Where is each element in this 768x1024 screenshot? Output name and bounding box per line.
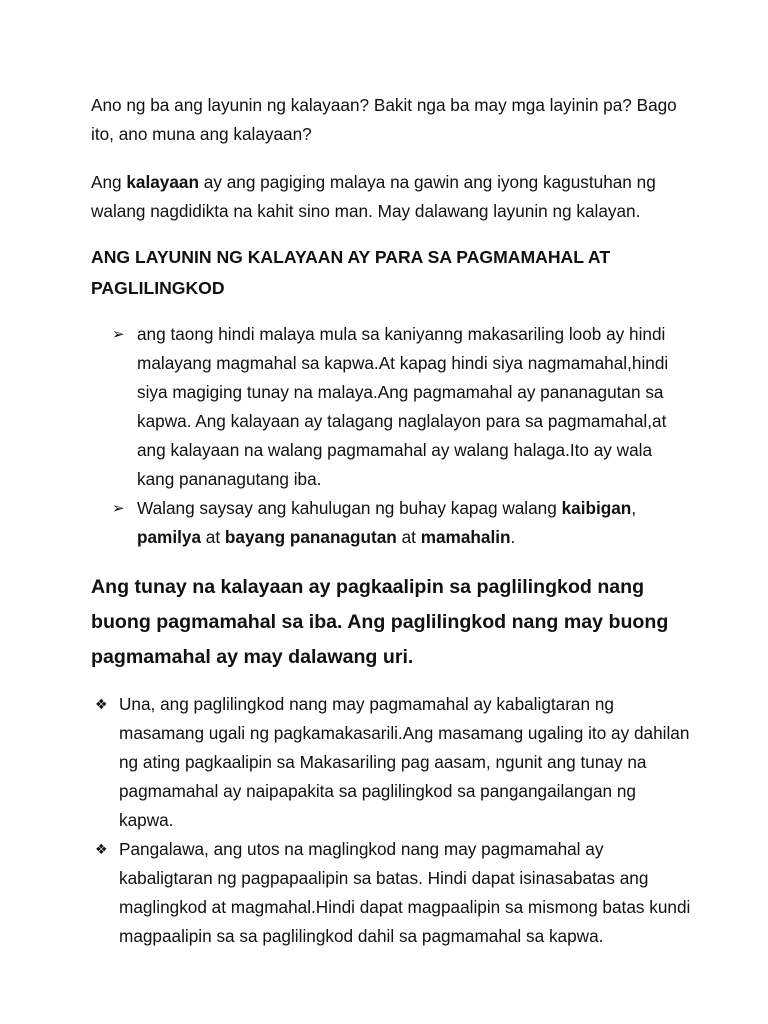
definition-prefix: Ang <box>91 172 127 192</box>
list-item-text: ang taong hindi malaya mula sa kaniyanng makasariling loob ay hindi malayang magmahal sa kapwa.At kapag hindi siya nagmamahal,hindi siya magiging tunay na malaya.Ang pagmamahal ay pananagutan sa kapwa. Ang kalayaan ay talagang naglalayon para sa pagmamahal,at ang kalayaan na walang pagmamahal ay walang halaga.Ito ay wala kang pananagutang iba. <box>137 324 669 489</box>
arrow-bullet-icon: ➢ <box>112 500 125 517</box>
text-run: Walang saysay ang kahulugan ng buhay kapag walang <box>137 498 562 518</box>
bold-bayang-pananagutan: bayang pananagutan <box>224 527 397 547</box>
list-item-text: Pangalawa, ang utos na maglingkod nang may pagmamahal ay kabaligtaran ng pagpapaalipin sa batas. Hindi dapat isinasabatas ang maglingkod at magmahal.Hindi dapat magpaalipin sa mismong batas kundi magpaalipin sa sa paglilingkod dahil sa pagmamahal sa kapwa. <box>119 839 691 946</box>
text-run: at <box>201 527 225 547</box>
definition-term: kalayaan <box>126 172 199 192</box>
list-item-text: Una, ang paglilingkod nang may pagmamahal ay kabaligtaran ng masamang ugali ng pagkamakasarili.Ang masamang ugaling ito ay dahilan ng ating pagkaalipin sa Makasariling pag aasam, ngunit ang tunay na pagmamahal ay naipapakita sa paglilingkod sa pangangailangan ng kapwa. <box>119 694 690 830</box>
bold-pamilya: pamilya <box>137 527 202 547</box>
kalayaan-definition <box>91 168 691 226</box>
section1-list <box>91 320 691 552</box>
diamond-bullet-icon: ❖ <box>95 841 108 857</box>
text-run: at <box>396 527 421 547</box>
list-item <box>91 320 691 494</box>
arrow-bullet-icon: ➢ <box>112 326 125 343</box>
text-run: , <box>631 498 637 518</box>
document-page <box>91 91 691 951</box>
bold-kaibigan: kaibigan <box>561 498 632 518</box>
list-item <box>91 494 691 552</box>
text-run: . <box>510 527 516 547</box>
intro-questions: Ano ng ba ang layunin ng kalayaan? Bakit nga ba may mga layinin pa? Bago ito, ano muna ang kalayaan? <box>91 95 677 144</box>
definition-text: ay ang pagiging malaya na gawin ang iyong kagustuhan ng walang nagdidikta na kahit sino man. May dalawang layunin ng kalayan. <box>91 172 656 221</box>
section2-heading: Ang tunay na kalayaan ay pagkaalipin sa paglilingkod nang buong pagmamahal sa iba. Ang paglilingkod nang may buong pagmamahal ay may dalawang uri. <box>91 576 669 668</box>
section1-heading: ANG LAYUNIN NG KALAYAAN AY PARA SA PAGMAMAHAL AT PAGLILINGKOD <box>91 247 611 298</box>
bold-mamahalin: mamahalin <box>420 527 511 547</box>
list-item-text <box>137 498 636 547</box>
diamond-bullet-icon: ❖ <box>95 696 108 712</box>
list-item <box>91 690 691 835</box>
section2-list <box>91 690 691 951</box>
list-item <box>91 835 691 951</box>
